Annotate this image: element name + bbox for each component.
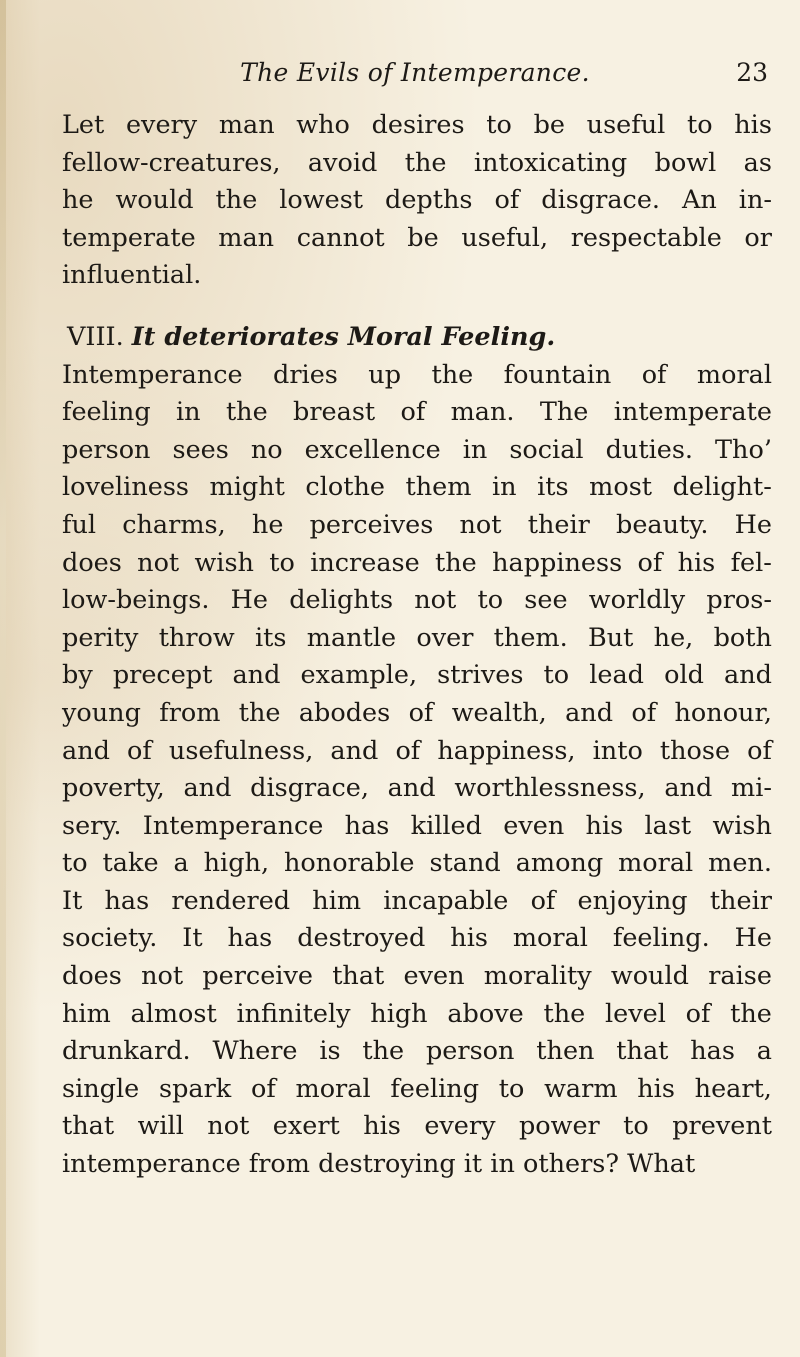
word: the [543, 998, 586, 1029]
word: morality [483, 961, 592, 992]
body-text [62, 107, 772, 1184]
word: of [250, 1073, 276, 1104]
word: is [319, 1036, 341, 1067]
word: fountain [503, 359, 612, 390]
word: he [251, 509, 284, 540]
word: destroyed [297, 923, 426, 954]
word: a [173, 848, 189, 879]
word: the [225, 397, 268, 428]
word: of [530, 885, 556, 916]
word: the [404, 147, 447, 178]
word: his [363, 1111, 401, 1142]
word: and [387, 773, 436, 804]
paragraph-2 [62, 357, 772, 1184]
text-line [62, 733, 772, 771]
word: bowl [654, 147, 717, 178]
word: men. [708, 848, 772, 879]
word: would [610, 961, 689, 992]
section-heading [62, 319, 772, 357]
word: the [435, 547, 477, 578]
text-line: influential. [62, 260, 202, 291]
word: man. [450, 397, 515, 428]
word: rendered [171, 885, 291, 916]
word: mi- [731, 773, 772, 804]
word: his [734, 110, 772, 140]
word: and [183, 773, 232, 804]
word: feeling. [612, 923, 710, 954]
word: moral [618, 848, 694, 879]
text-line: intemperance from destroying it in others? What [62, 1149, 696, 1180]
word: then [536, 1036, 595, 1067]
word: into [592, 735, 643, 766]
word: mantle [306, 622, 397, 653]
word: as [743, 147, 772, 178]
word: among [515, 848, 604, 879]
word: wish [712, 810, 772, 841]
text-line [62, 958, 772, 996]
word: useful, [461, 222, 549, 253]
word: intoxicating [473, 147, 628, 178]
word: avoid [307, 147, 378, 178]
word: to [623, 1111, 649, 1142]
word: in- [738, 185, 772, 216]
word: last [644, 810, 692, 841]
word: has [690, 1036, 735, 1067]
word: example, [300, 660, 418, 691]
word: intemperate [613, 397, 772, 428]
word: honour, [674, 697, 772, 728]
word: of [685, 998, 711, 1029]
section-numeral: VIII. [67, 321, 124, 352]
word: of [400, 397, 426, 428]
word: worthlessness, [454, 773, 646, 804]
word: of [641, 359, 667, 390]
word: Tho’ [715, 434, 772, 465]
word: perity [62, 622, 139, 653]
word: person [62, 434, 151, 465]
text-line [62, 394, 772, 432]
word: respectable [570, 222, 722, 253]
word: that [62, 1111, 115, 1142]
paragraph-1 [62, 107, 772, 295]
word: his [450, 923, 488, 954]
word: would [115, 185, 194, 216]
word: of [637, 547, 663, 578]
word: and [664, 773, 713, 804]
word: to [543, 660, 570, 691]
word: in [492, 472, 517, 503]
text-line [62, 107, 772, 145]
page-number: 23 [736, 58, 768, 87]
word: in [176, 397, 201, 428]
word: cannot [296, 222, 385, 253]
word: sees [172, 434, 229, 465]
word: to [486, 110, 512, 140]
word: both [713, 622, 772, 653]
word: over [416, 622, 474, 653]
word: to [498, 1073, 525, 1104]
text-line [62, 695, 772, 733]
word: lead [589, 660, 644, 691]
word: their [709, 885, 772, 916]
text-line [62, 545, 772, 583]
page-binding-edge [0, 0, 6, 1357]
word: by [62, 660, 93, 691]
word: feeling [390, 1073, 480, 1104]
word: that [332, 961, 385, 992]
word: does [62, 547, 122, 578]
word: moral [696, 359, 772, 390]
word: abodes [298, 697, 391, 728]
word: the [431, 359, 474, 390]
text-line [62, 808, 772, 846]
word: drunkard. [62, 1036, 191, 1067]
word: Let [62, 110, 105, 140]
word: not [137, 547, 180, 578]
word: wish [194, 547, 254, 578]
word: exert [272, 1111, 340, 1142]
word: charms, [122, 509, 226, 540]
word: of [395, 735, 421, 766]
word: his [637, 1073, 675, 1104]
word: perceives [309, 509, 434, 540]
word: and [565, 697, 614, 728]
word: killed [410, 810, 482, 841]
word: has [104, 885, 150, 916]
text-line [62, 1108, 772, 1146]
word: above [447, 998, 524, 1029]
text-line [62, 220, 772, 258]
word: his [677, 547, 716, 578]
word: single [62, 1073, 140, 1104]
paragraph-gap [62, 295, 772, 319]
word: ful [62, 509, 97, 540]
word: happiness [492, 547, 623, 578]
text-line [62, 657, 772, 695]
word: and [724, 660, 772, 691]
word: take [102, 848, 159, 879]
word: An [681, 185, 717, 216]
word: feeling [62, 397, 151, 428]
word: almost [130, 998, 217, 1029]
text-line [62, 1071, 772, 1109]
word: every [125, 110, 198, 140]
word: who [296, 110, 350, 140]
word: old [664, 660, 704, 691]
word: not [459, 509, 502, 540]
word: them. [493, 622, 568, 653]
word: It [182, 923, 203, 954]
word: every [424, 1111, 496, 1142]
word: depths [385, 185, 473, 216]
word: heart, [694, 1073, 772, 1104]
word: honorable [284, 848, 415, 879]
word: their [527, 509, 590, 540]
word: level [604, 998, 666, 1029]
word: warm [544, 1073, 618, 1104]
word: the [362, 1036, 405, 1067]
word: young [62, 697, 141, 728]
word: poverty, [62, 773, 165, 804]
word: incapable [383, 885, 509, 916]
word: raise [708, 961, 772, 992]
word: throw [158, 622, 235, 653]
text-line [62, 883, 772, 921]
word: But [587, 622, 634, 653]
running-title: The Evils of Intemperance. [240, 58, 590, 87]
word: It [62, 885, 83, 916]
word: He [734, 509, 772, 540]
word: that [616, 1036, 669, 1067]
word: the [215, 185, 258, 216]
word: infinitely [236, 998, 351, 1029]
word: the [238, 697, 281, 728]
word: prevent [672, 1111, 772, 1142]
word: will [137, 1111, 184, 1142]
word: and [232, 660, 281, 691]
word: precept [112, 660, 213, 691]
word: his [585, 810, 624, 841]
word: him [62, 998, 111, 1029]
word: worldly [588, 585, 686, 616]
section-title: It deteriorates Moral Feeling. [131, 321, 556, 352]
word: increase [310, 547, 420, 578]
word: dries [273, 359, 338, 390]
word: social [509, 434, 584, 465]
word: man [218, 222, 275, 253]
text-line [62, 770, 772, 808]
word: power [518, 1111, 600, 1142]
word: person [425, 1036, 515, 1067]
word: enjoying [577, 885, 688, 916]
word: and [330, 735, 379, 766]
word: to [477, 585, 504, 616]
word: He [734, 923, 772, 954]
word: pros- [706, 585, 772, 616]
word: see [524, 585, 568, 616]
word: high, [203, 848, 270, 879]
text-line [62, 620, 772, 658]
text-line [62, 182, 772, 220]
word: to [686, 110, 713, 140]
word: of [127, 735, 152, 766]
word: not [414, 585, 457, 616]
word: those [659, 735, 731, 766]
word: to [62, 848, 88, 879]
word: clothe [305, 472, 385, 503]
text-line [62, 357, 772, 395]
word: excellence [304, 434, 441, 465]
word: or [744, 222, 772, 253]
text-line [62, 145, 772, 183]
word: be [533, 110, 565, 140]
page-header [60, 58, 770, 98]
word: Intemperance [62, 359, 243, 390]
word: does [62, 961, 122, 992]
word: and [62, 735, 110, 766]
word: society. [62, 923, 158, 954]
word: him [312, 885, 362, 916]
word: The [539, 397, 589, 428]
word: be [407, 222, 439, 253]
word: them [405, 472, 472, 503]
word: wealth, [451, 697, 547, 728]
word: to [269, 547, 295, 578]
word: up [368, 359, 402, 390]
word: Intemperance [142, 810, 324, 841]
word: desires [371, 110, 465, 140]
text-line [62, 1033, 772, 1071]
text-line [62, 845, 772, 883]
word: man [218, 110, 275, 140]
word: has [227, 923, 273, 954]
word: high [370, 998, 428, 1029]
text-line [62, 469, 772, 507]
word: spark [158, 1073, 232, 1104]
word: stand [429, 848, 501, 879]
word: the [730, 998, 772, 1029]
word: most [589, 472, 653, 503]
word: strives [437, 660, 524, 691]
word: has [344, 810, 390, 841]
word: disgrace, [250, 773, 369, 804]
word: loveliness [62, 472, 190, 503]
word: in [462, 434, 488, 465]
text-line [62, 996, 772, 1034]
word: its [537, 472, 569, 503]
word: a [756, 1036, 772, 1067]
text-line [62, 507, 772, 545]
word: breast [293, 397, 376, 428]
word: duties. [605, 434, 694, 465]
word: even [403, 961, 465, 992]
word: temperate [62, 222, 196, 253]
word: of [494, 185, 520, 216]
word: lowest [279, 185, 364, 216]
word: of [747, 735, 772, 766]
text-line [62, 582, 772, 620]
word: delight- [672, 472, 772, 503]
word: he, [653, 622, 694, 653]
word: sery. [62, 810, 122, 841]
word: from [159, 697, 221, 728]
word: not [141, 961, 184, 992]
word: he [62, 185, 94, 216]
word: beauty. [616, 509, 709, 540]
word: no [250, 434, 283, 465]
word: low-beings. [62, 585, 210, 616]
word: fel- [730, 547, 772, 578]
word: fellow-creatures, [62, 147, 281, 178]
word: usefulness, [168, 735, 314, 766]
word: He [230, 585, 269, 616]
word: of [408, 697, 434, 728]
word: moral [295, 1073, 371, 1104]
word: disgrace. [541, 185, 661, 216]
word: happiness, [437, 735, 576, 766]
word: its [255, 622, 287, 653]
word: not [207, 1111, 250, 1142]
text-line [62, 432, 772, 470]
word: of [631, 697, 657, 728]
word: delights [289, 585, 394, 616]
word: useful [586, 110, 666, 140]
word: might [209, 472, 285, 503]
word: perceive [202, 961, 313, 992]
text-line [62, 920, 772, 958]
word: Where [212, 1036, 298, 1067]
word: moral [512, 923, 588, 954]
word: even [503, 810, 565, 841]
